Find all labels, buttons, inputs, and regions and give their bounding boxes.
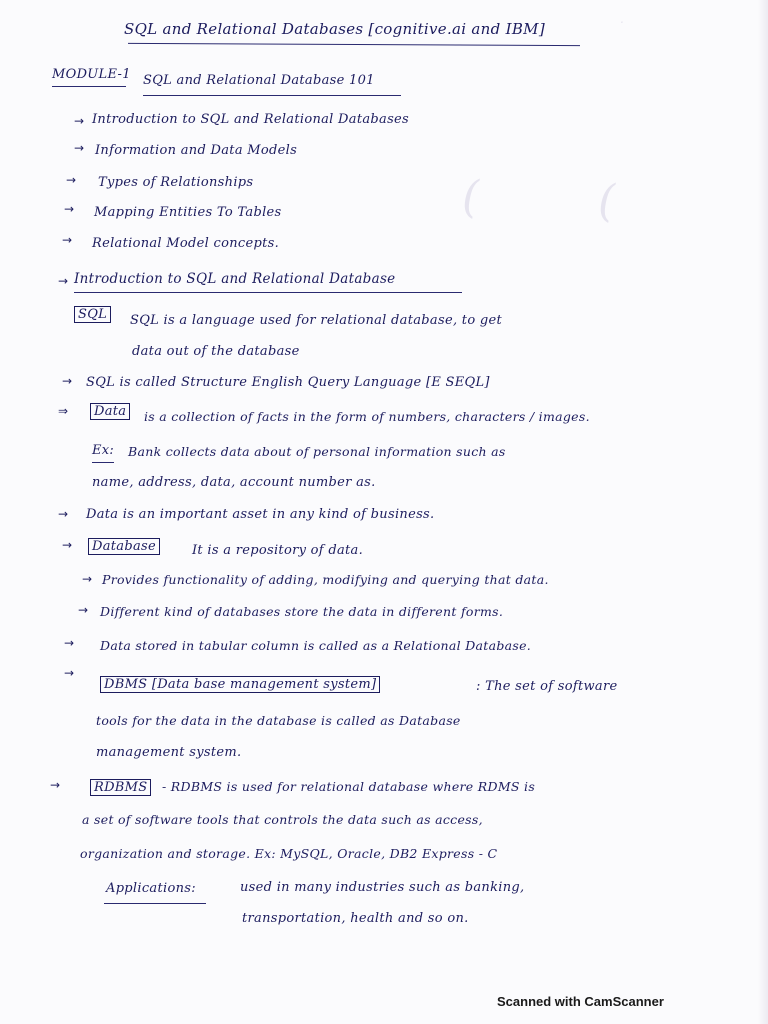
module-label-underline xyxy=(52,86,126,87)
sql-definition-cont: data out of the database xyxy=(132,344,300,359)
arrow-bullet-icon: → xyxy=(64,666,75,680)
topic-item: Relational Model concepts. xyxy=(92,236,280,251)
arrow-bullet-icon: → xyxy=(62,233,73,247)
topic-item: Types of Relationships xyxy=(98,175,254,190)
arrow-bullet-icon: → xyxy=(50,778,61,792)
double-arrow-bullet-icon: ⇒ xyxy=(58,404,69,418)
arrow-bullet-icon: → xyxy=(62,374,73,388)
sql-tag: SQL xyxy=(74,306,111,323)
data-example-cont: name, address, data, account number as. xyxy=(92,475,376,490)
rdbms-definition-end: organization and storage. Ex: MySQL, Oracle, DB2 Express - C xyxy=(80,846,498,861)
arrow-bullet-icon: → xyxy=(62,538,73,552)
applications-label: Applications: xyxy=(106,881,196,896)
database-definition: It is a repository of data. xyxy=(192,543,364,558)
section-heading: Introduction to SQL and Relational Database xyxy=(74,271,396,287)
arrow-bullet-icon: → xyxy=(78,603,89,617)
title-underline xyxy=(128,43,580,46)
page-title: SQL and Relational Databases [cognitive.ai and IBM] xyxy=(124,20,545,38)
section-heading-underline xyxy=(74,292,462,293)
arrow-bullet-icon: → xyxy=(64,636,75,650)
scanner-watermark: Scanned with CamScanner xyxy=(497,994,664,1009)
dbms-definition-cont: tools for the data in the database is called as Database xyxy=(96,713,461,728)
data-example: Bank collects data about of personal information such as xyxy=(128,444,506,459)
applications-label-underline xyxy=(104,903,206,904)
arrow-bullet-icon: → xyxy=(58,507,69,521)
data-asset-note: Data is an important asset in any kind of business. xyxy=(86,507,435,522)
arrow-bullet-icon: → xyxy=(66,173,77,187)
dbms-tag: DBMS [Data base management system] xyxy=(100,676,380,693)
arrow-bullet-icon: → xyxy=(82,572,93,586)
database-point: Data stored in tabular column is called as a Relational Database. xyxy=(100,638,532,653)
example-label-underline xyxy=(92,462,114,463)
arrow-bullet-icon: → xyxy=(74,141,85,155)
data-definition: is a collection of facts in the form of numbers, characters / images. xyxy=(144,409,590,424)
module-label: MODULE-1 xyxy=(52,67,131,82)
dbms-definition-end: management system. xyxy=(96,745,242,760)
data-tag: Data xyxy=(90,403,130,420)
example-label: Ex: xyxy=(92,443,115,458)
database-point: Different kind of databases store the data in different forms. xyxy=(100,604,504,619)
topic-item: Mapping Entities To Tables xyxy=(94,205,282,220)
arrow-bullet-icon: → xyxy=(74,114,85,128)
sql-full-form: SQL is called Structure English Query Language [E SEQL] xyxy=(86,375,490,390)
dbms-definition: : The set of software xyxy=(476,679,618,694)
page-edge-shadow xyxy=(758,0,768,1024)
database-point: Provides functionality of adding, modifying and querying that data. xyxy=(102,572,549,587)
applications-definition-cont: transportation, health and so on. xyxy=(242,911,469,926)
bleed-through-mark: ( xyxy=(462,172,480,223)
rdbms-tag: RDBMS xyxy=(90,779,151,796)
bleed-through-mark: ( xyxy=(598,176,616,227)
topic-item: Introduction to SQL and Relational Databases xyxy=(92,112,410,127)
sql-definition: SQL is a language used for relational database, to get xyxy=(130,313,503,328)
arrow-bullet-icon: → xyxy=(64,202,75,216)
module-title: SQL and Relational Database 101 xyxy=(143,73,375,88)
arrow-bullet-icon: → xyxy=(58,274,69,288)
applications-definition: used in many industries such as banking, xyxy=(240,880,525,895)
module-title-underline xyxy=(143,95,401,96)
rdbms-definition: - RDBMS is used for relational database where RDMS is xyxy=(162,779,536,794)
topic-item: Information and Data Models xyxy=(95,143,298,158)
bleed-through-mark: . xyxy=(620,12,624,26)
database-tag: Database xyxy=(88,538,160,555)
rdbms-definition-cont: a set of software tools that controls the data such as access, xyxy=(82,812,483,827)
